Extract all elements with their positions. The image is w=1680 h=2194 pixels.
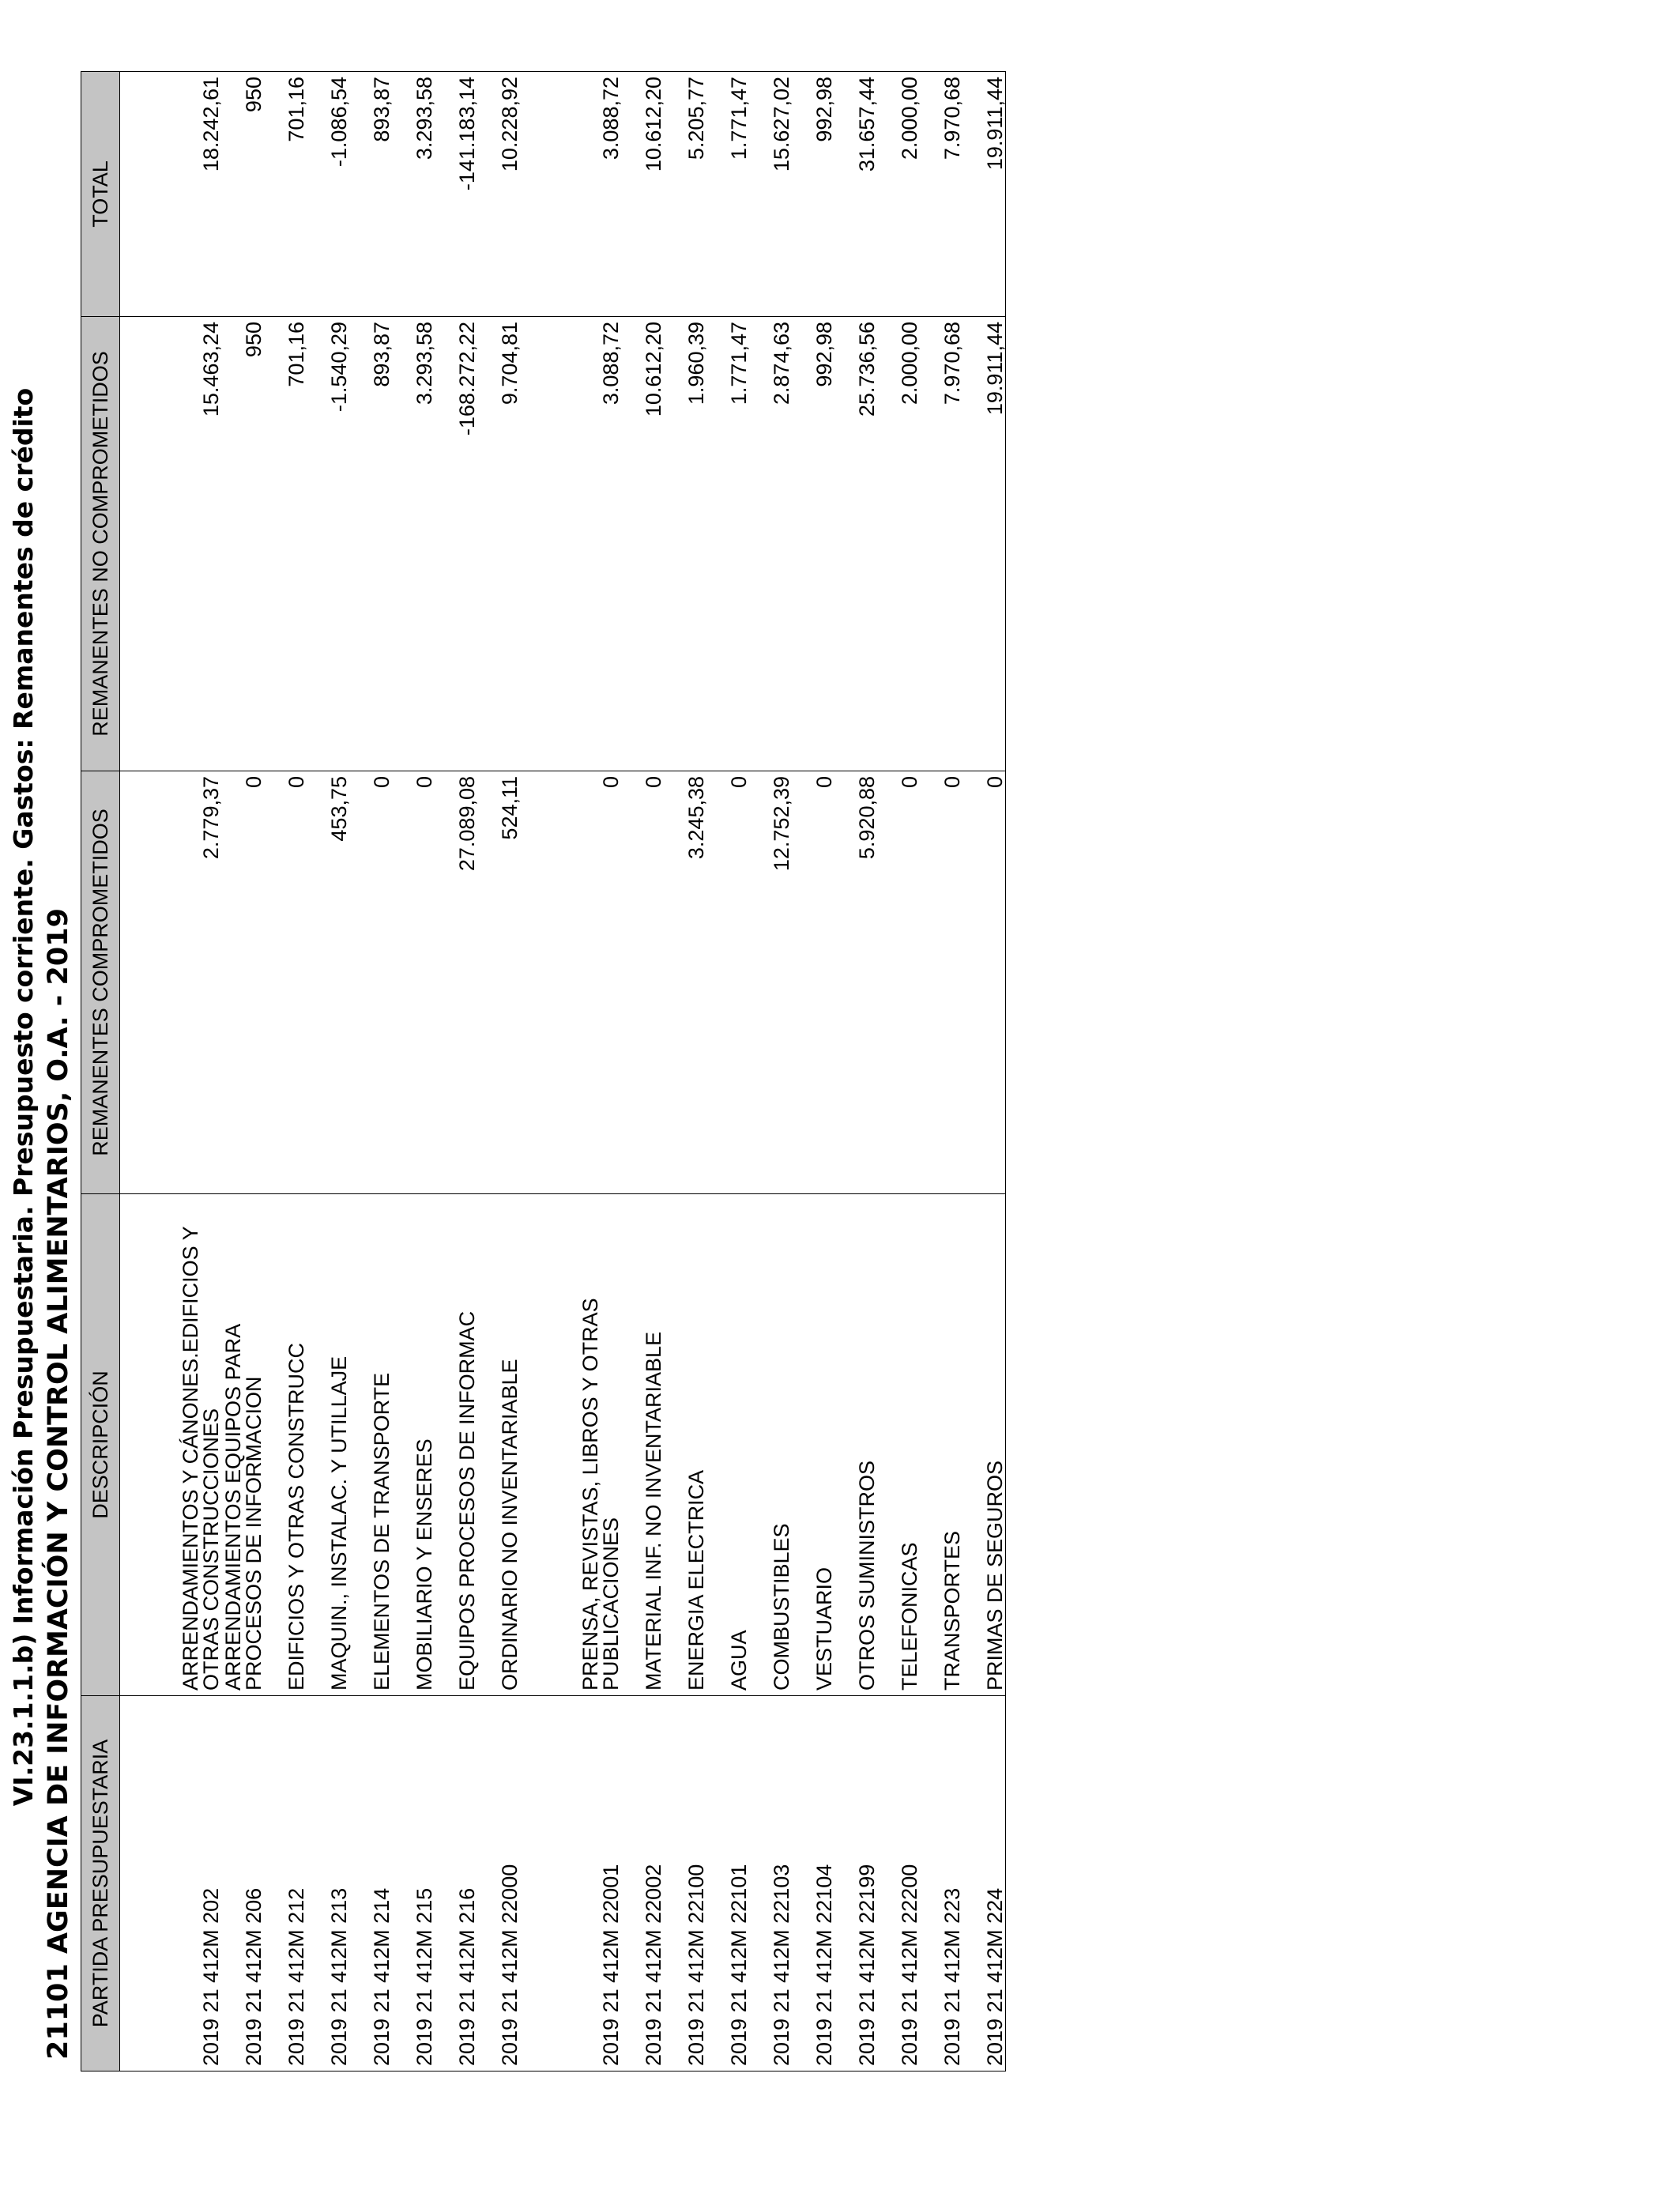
partida-cell: 2019 21 412M 22199 bbox=[834, 1696, 877, 2071]
partida-cell: 2019 21 412M 213 bbox=[307, 1696, 349, 2071]
table-row bbox=[962, 72, 1006, 2071]
total-cell: 5.205,77 bbox=[664, 72, 706, 317]
table-row bbox=[349, 72, 392, 2071]
document-title: VI.23.1.1.b) Información Presupuestaria. Presupuesto corriente. Gastos: Remanentes de crédito bbox=[8, 387, 39, 1807]
total-cell: 10.612,20 bbox=[621, 72, 664, 317]
no-comprometidos-cell: 3.088,72 bbox=[520, 317, 621, 771]
comprometidos-cell: 0 bbox=[392, 771, 435, 1194]
comprometidos-cell: 0 bbox=[621, 771, 664, 1194]
header-no-comprometidos: REMANENTES NO COMPROMETIDOS bbox=[81, 317, 120, 771]
descripcion-cell: ENERGIA ELECTRICA bbox=[664, 1194, 706, 1696]
descripcion-cell: EQUIPOS PROCESOS DE INFORMAC bbox=[435, 1194, 477, 1696]
comprometidos-cell: 453,75 bbox=[307, 771, 349, 1194]
descripcion-cell: ELEMENTOS DE TRANSPORTE bbox=[349, 1194, 392, 1696]
table-row bbox=[221, 72, 264, 2071]
no-comprometidos-cell: 3.293,58 bbox=[392, 317, 435, 771]
comprometidos-cell: 0 bbox=[264, 771, 307, 1194]
comprometidos-cell: 3.245,38 bbox=[664, 771, 706, 1194]
total-cell: 18.242,61 bbox=[120, 72, 222, 317]
total-cell: 701,16 bbox=[264, 72, 307, 317]
descripcion-cell: MOBILIARIO Y ENSERES bbox=[392, 1194, 435, 1696]
total-cell: -141.183,14 bbox=[435, 72, 477, 317]
descripcion-cell: AGUA bbox=[706, 1194, 749, 1696]
partida-cell: 2019 21 412M 223 bbox=[920, 1696, 962, 2071]
total-cell: 2.000,00 bbox=[877, 72, 920, 317]
no-comprometidos-cell: 893,87 bbox=[349, 317, 392, 771]
partida-cell: 2019 21 412M 22104 bbox=[792, 1696, 834, 2071]
total-cell: 1.771,47 bbox=[706, 72, 749, 317]
comprometidos-cell: 0 bbox=[877, 771, 920, 1194]
table-row bbox=[834, 72, 877, 2071]
comprometidos-cell: 0 bbox=[221, 771, 264, 1194]
partida-cell: 2019 21 412M 22000 bbox=[477, 1696, 520, 2071]
total-cell: 893,87 bbox=[349, 72, 392, 317]
total-cell: 3.088,72 bbox=[520, 72, 621, 317]
no-comprometidos-cell: 10.612,20 bbox=[621, 317, 664, 771]
descripcion-cell: MAQUIN., INSTALAC. Y UTILLAJE bbox=[307, 1194, 349, 1696]
partida-cell: 2019 21 412M 215 bbox=[392, 1696, 435, 2071]
table-row bbox=[706, 72, 749, 2071]
partida-cell: 2019 21 412M 22200 bbox=[877, 1696, 920, 2071]
total-cell: 10.228,92 bbox=[477, 72, 520, 317]
no-comprometidos-cell: 7.970,68 bbox=[920, 317, 962, 771]
total-cell: 19.911,44 bbox=[962, 72, 1006, 317]
comprometidos-cell: 2.779,37 bbox=[120, 771, 222, 1194]
partida-cell: 2019 21 412M 216 bbox=[435, 1696, 477, 2071]
no-comprometidos-cell: 1.960,39 bbox=[664, 317, 706, 771]
comprometidos-cell: 0 bbox=[792, 771, 834, 1194]
no-comprometidos-cell: 2.874,63 bbox=[749, 317, 792, 771]
comprometidos-cell: 5.920,88 bbox=[834, 771, 877, 1194]
table-row bbox=[477, 72, 520, 2071]
descripcion-cell: MATERIAL INF. NO INVENTARIABLE bbox=[621, 1194, 664, 1696]
table-row bbox=[307, 72, 349, 2071]
table-row bbox=[664, 72, 706, 2071]
comprometidos-cell: 0 bbox=[520, 771, 621, 1194]
partida-cell: 2019 21 412M 214 bbox=[349, 1696, 392, 2071]
no-comprometidos-cell: 1.771,47 bbox=[706, 317, 749, 771]
no-comprometidos-cell: 19.911,44 bbox=[962, 317, 1006, 771]
total-cell: 7.970,68 bbox=[920, 72, 962, 317]
no-comprometidos-cell: 2.000,00 bbox=[877, 317, 920, 771]
descripcion-cell: TELEFONICAS bbox=[877, 1194, 920, 1696]
descripcion-cell: EDIFICIOS Y OTRAS CONSTRUCC bbox=[264, 1194, 307, 1696]
partida-cell: 2019 21 412M 212 bbox=[264, 1696, 307, 2071]
no-comprometidos-cell: 25.736,56 bbox=[834, 317, 877, 771]
partida-cell: 2019 21 412M 22103 bbox=[749, 1696, 792, 2071]
descripcion-cell: VESTUARIO bbox=[792, 1194, 834, 1696]
total-cell: 950 bbox=[221, 72, 264, 317]
header-total: TOTAL bbox=[81, 72, 120, 317]
descripcion-cell: OTROS SUMINISTROS bbox=[834, 1194, 877, 1696]
table-row bbox=[621, 72, 664, 2071]
total-cell: -1.086,54 bbox=[307, 72, 349, 317]
comprometidos-cell: 524,11 bbox=[477, 771, 520, 1194]
no-comprometidos-cell: 15.463,24 bbox=[120, 317, 222, 771]
descripcion-cell: PRIMAS DE SEGUROS bbox=[962, 1194, 1006, 1696]
no-comprometidos-cell: 992,98 bbox=[792, 317, 834, 771]
no-comprometidos-cell: -168.272,22 bbox=[435, 317, 477, 771]
partida-cell: 2019 21 412M 22002 bbox=[621, 1696, 664, 2071]
comprometidos-cell: 27.089,08 bbox=[435, 771, 477, 1194]
table-row bbox=[749, 72, 792, 2071]
table-row bbox=[435, 72, 477, 2071]
table-row bbox=[120, 72, 222, 2071]
descripcion-cell: ORDINARIO NO INVENTARIABLE bbox=[477, 1194, 520, 1696]
no-comprometidos-cell: -1.540,29 bbox=[307, 317, 349, 771]
no-comprometidos-cell: 950 bbox=[221, 317, 264, 771]
table-row bbox=[792, 72, 834, 2071]
partida-cell: 2019 21 412M 22101 bbox=[706, 1696, 749, 2071]
comprometidos-cell: 0 bbox=[706, 771, 749, 1194]
total-cell: 31.657,44 bbox=[834, 72, 877, 317]
partida-cell: 2019 21 412M 206 bbox=[221, 1696, 264, 2071]
header-partida: PARTIDA PRESUPUESTARIA bbox=[81, 1696, 120, 2071]
header-comprometidos: REMANENTES COMPROMETIDOS bbox=[81, 771, 120, 1194]
table-header-row bbox=[81, 72, 120, 2071]
no-comprometidos-cell: 9.704,81 bbox=[477, 317, 520, 771]
table-row bbox=[264, 72, 307, 2071]
comprometidos-cell: 0 bbox=[920, 771, 962, 1194]
partida-cell: 2019 21 412M 22001 bbox=[520, 1696, 621, 2071]
header-descripcion: DESCRIPCIÓN bbox=[81, 1194, 120, 1696]
total-cell: 3.293,58 bbox=[392, 72, 435, 317]
remanentes-table bbox=[81, 71, 1006, 2071]
comprometidos-cell: 0 bbox=[349, 771, 392, 1194]
no-comprometidos-cell: 701,16 bbox=[264, 317, 307, 771]
descripcion-cell: ARRENDAMIENTOS Y CÁNONES.EDIFICIOS Y OTRAS CONSTRUCCIONES bbox=[120, 1194, 222, 1696]
descripcion-cell: COMBUSTIBLES bbox=[749, 1194, 792, 1696]
table-row bbox=[920, 72, 962, 2071]
descripcion-cell: PRENSA, REVISTAS, LIBROS Y OTRAS PUBLICACIONES bbox=[520, 1194, 621, 1696]
total-cell: 15.627,02 bbox=[749, 72, 792, 317]
table-row bbox=[520, 72, 621, 2071]
partida-cell: 2019 21 412M 22100 bbox=[664, 1696, 706, 2071]
document-subtitle: 21101 AGENCIA DE INFORMACIÓN Y CONTROL ALIMENTARIOS, O.A. - 2019 bbox=[43, 908, 74, 2060]
table-row bbox=[877, 72, 920, 2071]
partida-cell: 2019 21 412M 202 bbox=[120, 1696, 222, 2071]
comprometidos-cell: 12.752,39 bbox=[749, 771, 792, 1194]
partida-cell: 2019 21 412M 224 bbox=[962, 1696, 1006, 2071]
descripcion-cell: TRANSPORTES bbox=[920, 1194, 962, 1696]
descripcion-cell: ARRENDAMIENTOS EQUIPOS PARA PROCESOS DE INFORMACION bbox=[221, 1194, 264, 1696]
table-row bbox=[392, 72, 435, 2071]
comprometidos-cell: 0 bbox=[962, 771, 1006, 1194]
table-body bbox=[120, 72, 1006, 2071]
total-cell: 992,98 bbox=[792, 72, 834, 317]
